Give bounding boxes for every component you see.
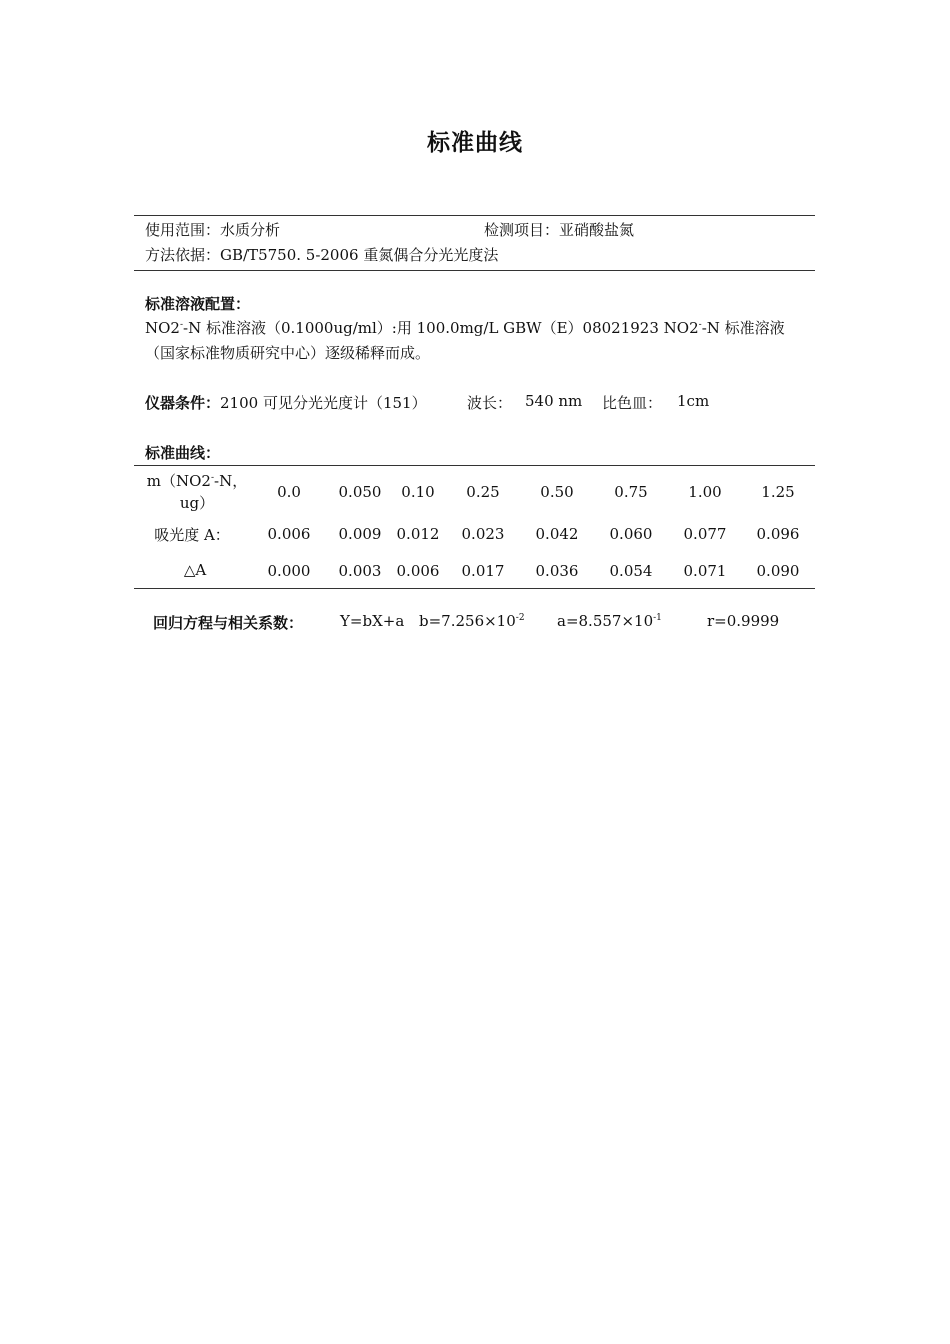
mass-cell: 0.0: [277, 483, 301, 501]
instrument-heading: 仪器条件：: [145, 394, 221, 412]
absorbance-cell: 0.006: [267, 525, 311, 543]
absorbance-cell: 0.009: [338, 525, 382, 543]
prep-heading: 标准溶液配置：: [145, 295, 251, 313]
absorbance-cell: 0.077: [683, 525, 727, 543]
page-title: 标准曲线: [427, 130, 523, 156]
delta-a-row-label: △A: [183, 561, 207, 579]
correlation-value: r=0.9999: [707, 612, 780, 630]
info-row-2: [134, 243, 815, 268]
delta-a-cell: 0.054: [609, 562, 653, 580]
mass-cell: 0.10: [401, 483, 435, 501]
absorbance-row-label: 吸光度 A：: [154, 526, 230, 544]
delta-a-cell: 0.017: [461, 562, 505, 580]
regression-equation: Y=bX+a: [340, 612, 405, 630]
instrument-line: [145, 392, 710, 413]
mass-cell: 0.050: [338, 483, 382, 501]
cuvette-label: 比色皿：: [602, 394, 663, 412]
regression-heading: 回归方程与相关系数：: [153, 614, 304, 632]
cuvette-value: 1cm: [677, 392, 710, 410]
mass-cell: 0.25: [466, 483, 500, 501]
standard-curve-table: [134, 465, 815, 589]
mass-cell: 0.75: [614, 483, 648, 501]
delta-a-cell: 0.000: [267, 562, 311, 580]
wavelength-value: 540 nm: [525, 392, 583, 410]
mass-cell: 1.00: [688, 483, 722, 501]
delta-a-cell: 0.003: [338, 562, 382, 580]
absorbance-cell: 0.042: [535, 525, 579, 543]
delta-a-cell: 0.006: [396, 562, 440, 580]
absorbance-cell: 0.012: [396, 525, 440, 543]
intercept-value: $a=8.557\times 10^{-1}$: [557, 612, 662, 630]
prep-text: NO2--N 标准溶液（0.1000ug/ml）:用 100.0mg/L GBW（E）08021923 NO2--N 标准溶液（国家标准物质研究中心）逐级稀释而成。: [145, 319, 785, 362]
mass-cell: 1.25: [761, 483, 795, 501]
wavelength-label: 波长：: [467, 394, 513, 412]
delta-a-cell: 0.036: [535, 562, 579, 580]
test-item-text: 检测项目：亚硝酸盐氮: [484, 221, 635, 239]
absorbance-cell: 0.060: [609, 525, 653, 543]
curve-heading: 标准曲线：: [145, 444, 221, 462]
absorbance-cell: 0.023: [461, 525, 505, 543]
info-row-1: [134, 218, 815, 243]
delta-a-cell: 0.090: [756, 562, 800, 580]
scope-text: 使用范围：水质分析: [145, 221, 281, 239]
info-table: [134, 215, 815, 271]
mass-cell: 0.50: [540, 483, 574, 501]
delta-a-cell: 0.071: [683, 562, 727, 580]
instrument-model: 2100 可见分光光度计（151）: [220, 394, 427, 412]
absorbance-cell: 0.096: [756, 525, 800, 543]
slope-value: $b=7.256\times 10^{-2}$: [419, 612, 525, 630]
method-text: 方法依据：GB/T5750. 5-2006 重氮偶合分光光度法: [145, 246, 499, 264]
mass-row-label: m（NO2--N， ug）: [146, 472, 248, 512]
